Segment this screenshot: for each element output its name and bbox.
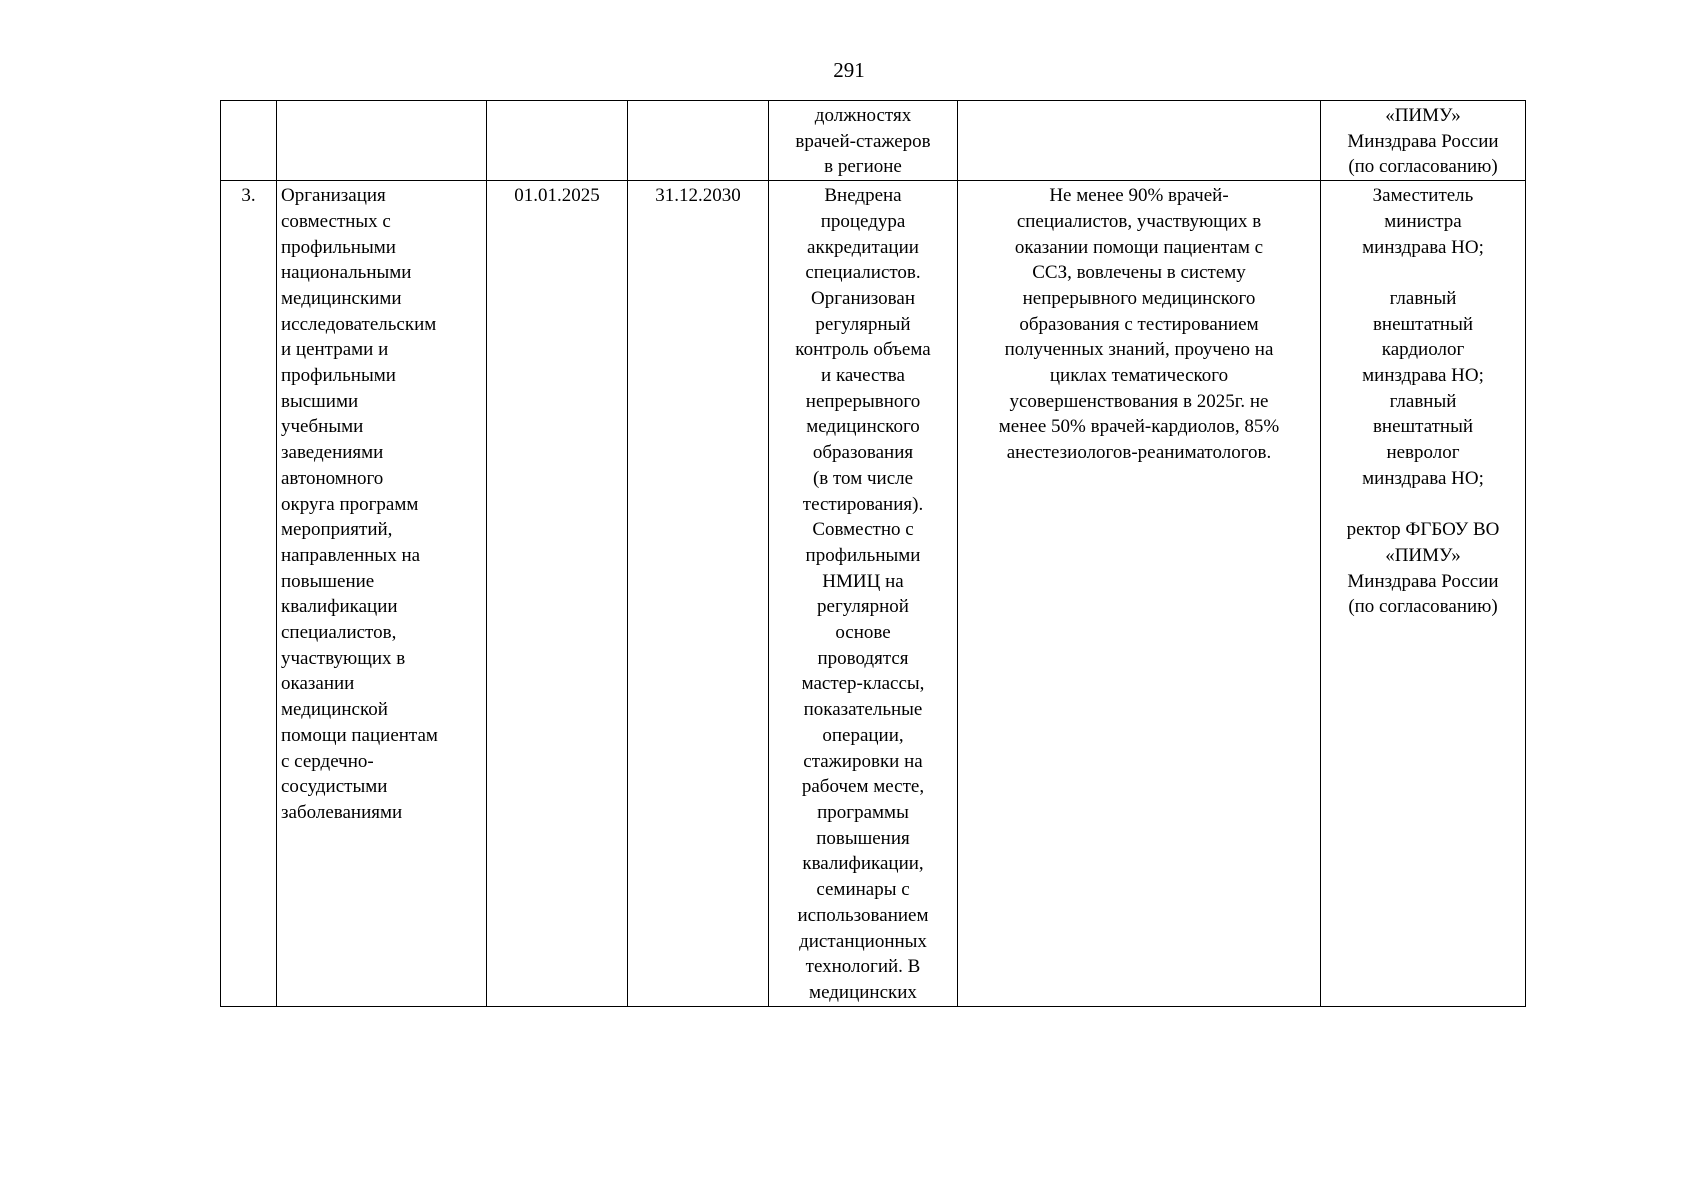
cell-responsible: Заместитель министра минздрава НО; главный внештатный кардиолог минздрава НО; главный внештатный невролог минздрава НО; ректор ФГБОУ ВО «ПИМУ» Минздрава России (по согласованию)	[1321, 181, 1526, 1007]
cell-event: Организация совместных с профильными национальными медицинскими исследовательским и центрами и профильными высшими учебными заведениями автономного округа программ мероприятий, направленных на повышение квалификации специалистов, участвующих в оказании медицинской помощи пациентам с сердечно- сосудистыми заболеваниями	[277, 181, 487, 1007]
table-row-3	[221, 181, 1526, 1007]
cell-result: должностях врачей-стажеров в регионе	[769, 101, 958, 181]
cell-number: 3.	[221, 181, 277, 1007]
plan-table	[220, 100, 1526, 1007]
cell-end-date: 31.12.2030	[628, 181, 769, 1007]
cell-result: Внедрена процедура аккредитации специалистов. Организован регулярный контроль объема и качества непрерывного медицинского образования (в том числе тестирования). Совместно с профильными НМИЦ на регулярной основе проводятся мастер-классы, показательные операции, стажировки на рабочем месте, программы повышения квалификации, семинары с использованием дистанционных технологий. В медицинских	[769, 181, 958, 1007]
page-number: 291	[833, 58, 865, 82]
cell-indicator: Не менее 90% врачей- специалистов, участвующих в оказании помощи пациентам с ССЗ, вовлечены в систему непрерывного медицинского образования с тестированием полученных знаний, проучено на циклах тематического усовершенствования в 2025г. не менее 50% врачей-кардиолов, 85% анестезиологов-реаниматологов.	[958, 181, 1321, 1007]
cell-start-date	[487, 101, 628, 181]
cell-start-date: 01.01.2025	[487, 181, 628, 1007]
cell-responsible: «ПИМУ» Минздрава России (по согласованию)	[1321, 101, 1526, 181]
cell-event	[277, 101, 487, 181]
cell-end-date	[628, 101, 769, 181]
cell-indicator	[958, 101, 1321, 181]
cell-number	[221, 101, 277, 181]
table-row-continuation	[221, 101, 1526, 181]
